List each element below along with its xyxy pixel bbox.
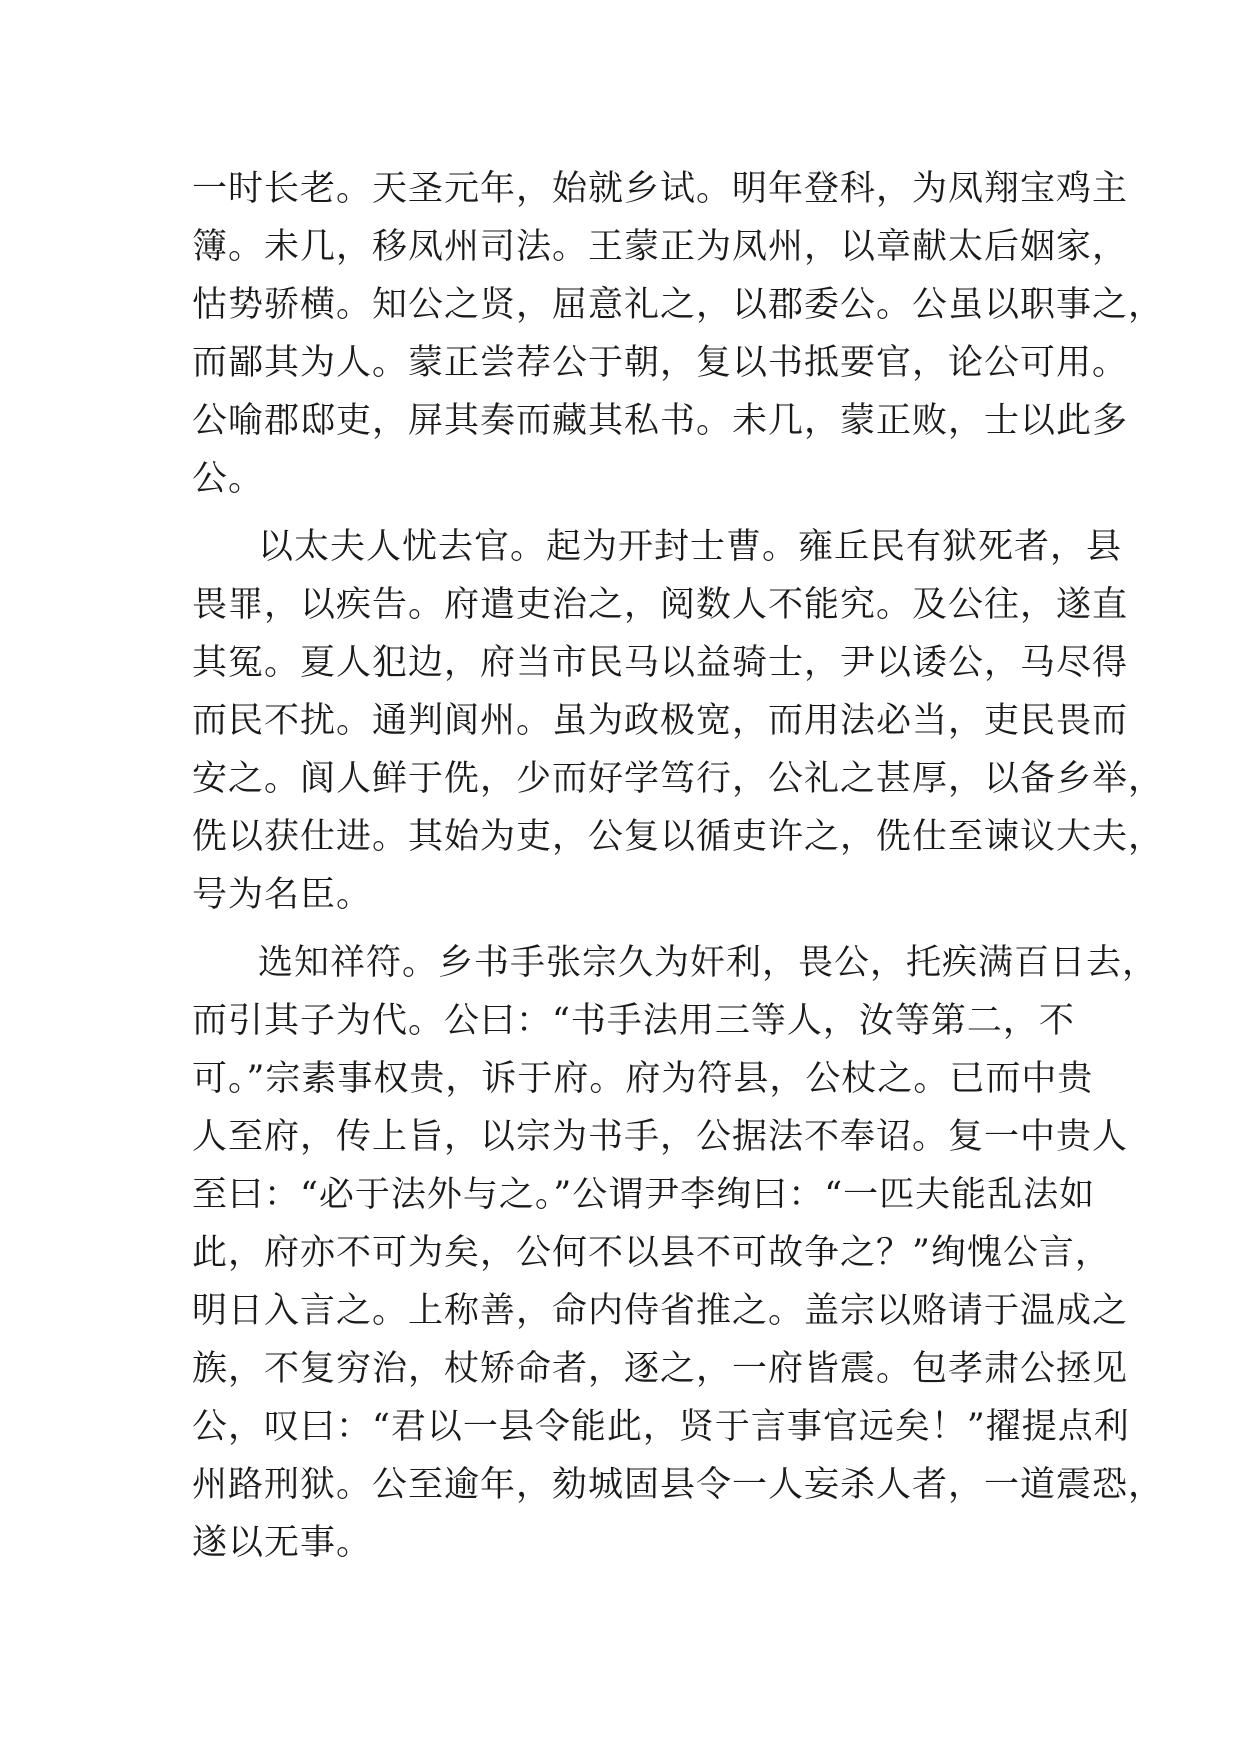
text-line: 以太夫人忧去官。起为开封士曹。雍丘民有狱死者，县 (258, 527, 1123, 567)
text-line: 而引其子为代。公曰：“书手法用三等人，汝等第二，不 (192, 1001, 1075, 1041)
text-line: 人至府，传上旨，以宗为书手，公据法不奉诏。复一中贵人 (192, 1117, 1129, 1157)
text-line: 公，叹曰：“君以一县令能此，贤于言事官远矣！”擢提点利 (192, 1407, 1130, 1447)
text-line: 公喻郡邸吏，屏其奏而藏其私书。未几，蒙正败，士以此多 (192, 401, 1129, 441)
text-line: 而民不扰。通判阆州。虽为政极宽，而用法必当，吏民畏而 (192, 701, 1129, 741)
body-text (192, 160, 1165, 1582)
text-line: 公。 (192, 459, 265, 499)
text-line: 一时长老。天圣元年，始就乡试。明年登科，为凤翔宝鸡主 (192, 169, 1129, 209)
text-line: 选知祥符。乡书手张宗久为奸利，畏公，托疾满百日去， (258, 943, 1159, 983)
text-line: 怙势骄横。知公之贤，屈意礼之，以郡委公。公虽以职事之， (192, 285, 1165, 325)
text-line: 族，不复穷治，杖矫命者，逐之，一府皆震。包孝肃公拯见 (192, 1349, 1129, 1389)
paragraph-2 (192, 518, 1165, 924)
text-line: 遂以无事。 (192, 1523, 373, 1563)
text-line: 州路刑狱。公至逾年，劾城固县令一人妄杀人者，一道震恐， (192, 1465, 1165, 1505)
text-line: 此，府亦不可为矣，公何不以县不可故争之？”绚愧公言， (192, 1233, 1111, 1273)
text-line: 可。”宗素事权贵，诉于府。府为符县，公杖之。已而中贵 (192, 1059, 1094, 1099)
text-line: 侁以获仕进。其始为吏，公复以循吏许之，侁仕至谏议大夫， (192, 817, 1165, 857)
text-line: 其冤。夏人犯边，府当市民马以益骑士，尹以诿公，马尽得 (192, 643, 1129, 683)
paragraph-3 (192, 934, 1165, 1572)
text-line: 安之。阆人鲜于侁，少而好学笃行，公礼之甚厚，以备乡举， (192, 759, 1165, 799)
text-line: 至曰：“必于法外与之。”公谓尹李绚曰：“一匹夫能乱法如 (192, 1175, 1096, 1215)
text-line: 畏罪，以疾告。府遣吏治之，阅数人不能究。及公往，遂直 (192, 585, 1129, 625)
paragraph-1 (192, 160, 1165, 508)
text-line: 而鄙其为人。蒙正尝荐公于朝，复以书抵要官，论公可用。 (192, 343, 1129, 383)
text-line: 簿。未几，移凤州司法。王蒙正为凤州，以章献太后姻家， (192, 227, 1129, 267)
text-line: 号为名臣。 (192, 875, 373, 915)
text-line: 明日入言之。上称善，命内侍省推之。盖宗以赂请于温成之 (192, 1291, 1129, 1331)
